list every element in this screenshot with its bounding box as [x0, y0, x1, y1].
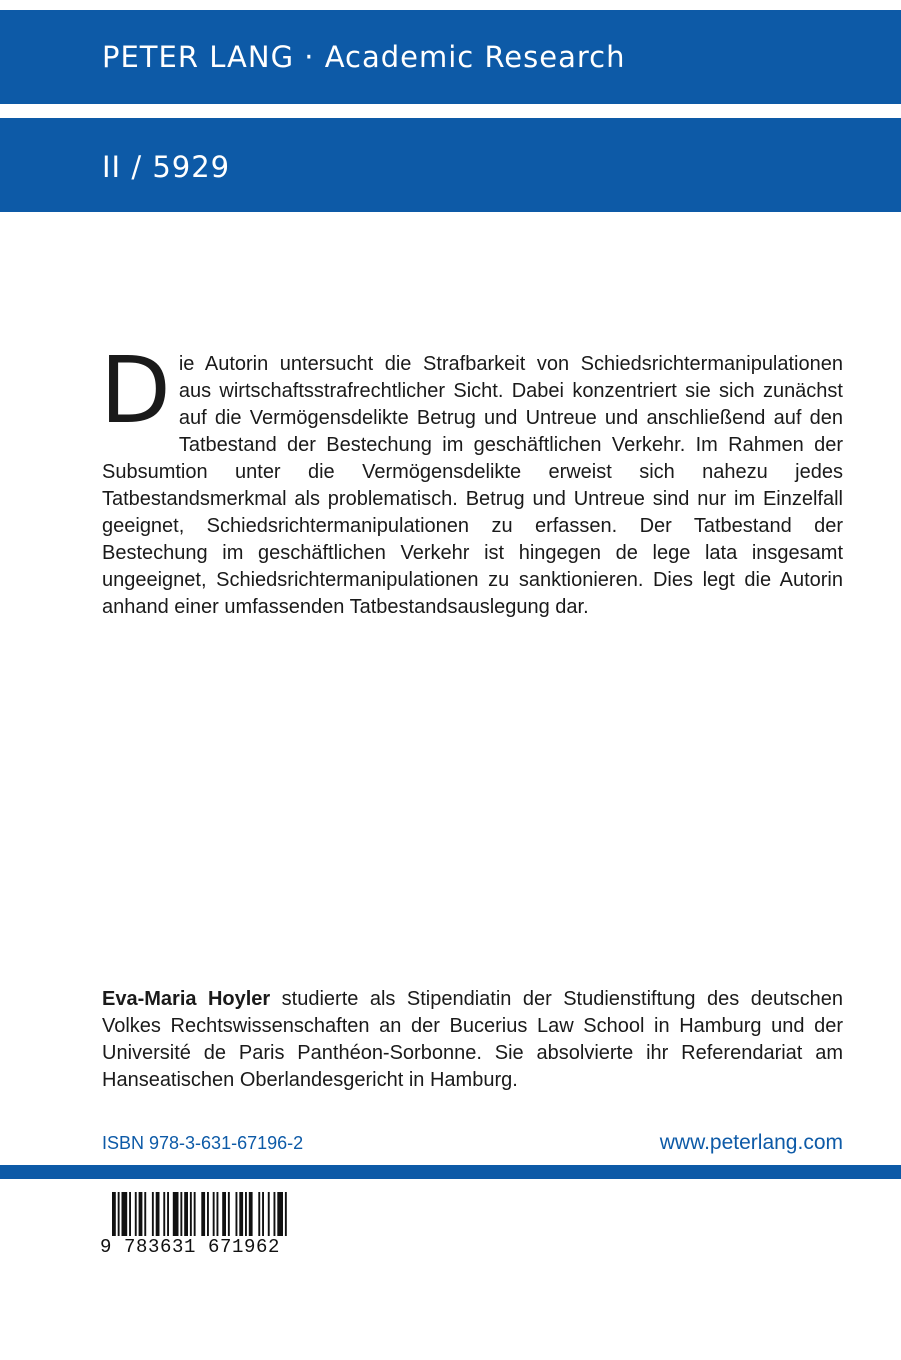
barcode-bar: [139, 1192, 143, 1236]
barcode-bar: [245, 1192, 247, 1236]
barcode-bar: [194, 1192, 196, 1236]
barcode-bar: [135, 1192, 137, 1236]
barcode-bar: [173, 1192, 179, 1236]
author-bio: [102, 986, 843, 1094]
barcode-bar: [228, 1192, 230, 1236]
barcode-bar: [156, 1192, 160, 1236]
barcode-bar: [163, 1192, 165, 1236]
barcode-bar: [268, 1192, 270, 1236]
isbn-label: ISBN 978-3-631-67196-2: [102, 1133, 304, 1153]
barcode-bar: [190, 1192, 192, 1236]
barcode-bar: [112, 1192, 116, 1236]
barcode-bar: [207, 1192, 209, 1236]
volume-number: II / 5929: [102, 150, 231, 184]
barcode-bar: [184, 1192, 188, 1236]
volume-bar: [0, 118, 901, 212]
barcode-bar: [249, 1192, 253, 1236]
series-title: PETER LANG · Academic Research: [102, 40, 626, 74]
series-bar: [0, 10, 901, 104]
barcode-bar: [285, 1192, 287, 1236]
barcode-bar: [118, 1192, 120, 1236]
description-text: ie Autorin untersucht die Strafbarkeit von Schiedsrichtermanipulationen aus wirtschaftsstrafrechtlicher Sicht. Dabei konzentriert sie sich zunächst auf die Vermögensdelikte Betrug und Untreue und anschließend auf den Tatbestand der Bestechung im geschäftlichen Verkehr. Im Rahmen der Subsumtion unter die Vermögensdelikte erweist sich nahezu jedes Tatbestandsmerkmal als problematisch. Betrug und Untreue sind nur im Einzelfall geeignet, Schiedsrichtermanipulationen zu erfassen. Der Tatbestand der Bestechung im geschäftlichen Verkehr ist hingegen de lege lata insgesamt ungeeignet, Schiedsrichtermanipulationen zu sanktionieren. Dies legt die Autorin anhand einer umfassenden Tatbestandsauslegung dar.: [102, 353, 843, 618]
bottom-rule: [0, 1165, 901, 1179]
barcode-bar: [236, 1192, 238, 1236]
barcode-bar: [217, 1192, 219, 1236]
barcode-digits: 9 783631 671962: [100, 1236, 281, 1258]
barcode-bar: [167, 1192, 169, 1236]
barcode-bar: [277, 1192, 283, 1236]
barcode-bar: [180, 1192, 182, 1236]
barcode-bar: [239, 1192, 243, 1236]
barcode-bar: [152, 1192, 154, 1236]
barcode-bar: [222, 1192, 226, 1236]
author-bio-text: studierte als Stipendiatin der Studienstiftung des deutschen Volkes Rechtswissenschaften an der Bucerius Law School in Hamburg und der Université de Paris Panthéon-Sorbonne. Sie absolvierte ihr Referendariat am Hanseatischen Oberlandesgericht in Hamburg.: [102, 988, 843, 1091]
barcode-bar: [201, 1192, 205, 1236]
drop-cap: D: [100, 337, 171, 444]
barcode-bar: [213, 1192, 215, 1236]
barcode-bar: [122, 1192, 128, 1236]
barcode-bar: [258, 1192, 260, 1236]
barcode-bar: [262, 1192, 264, 1236]
barcode-bar: [274, 1192, 276, 1236]
book-description: [100, 337, 843, 621]
publisher-website-link[interactable]: www.peterlang.com: [659, 1131, 843, 1154]
author-name: Eva-Maria Hoyler: [102, 988, 271, 1010]
barcode-bar: [129, 1192, 131, 1236]
barcode-bar: [144, 1192, 146, 1236]
